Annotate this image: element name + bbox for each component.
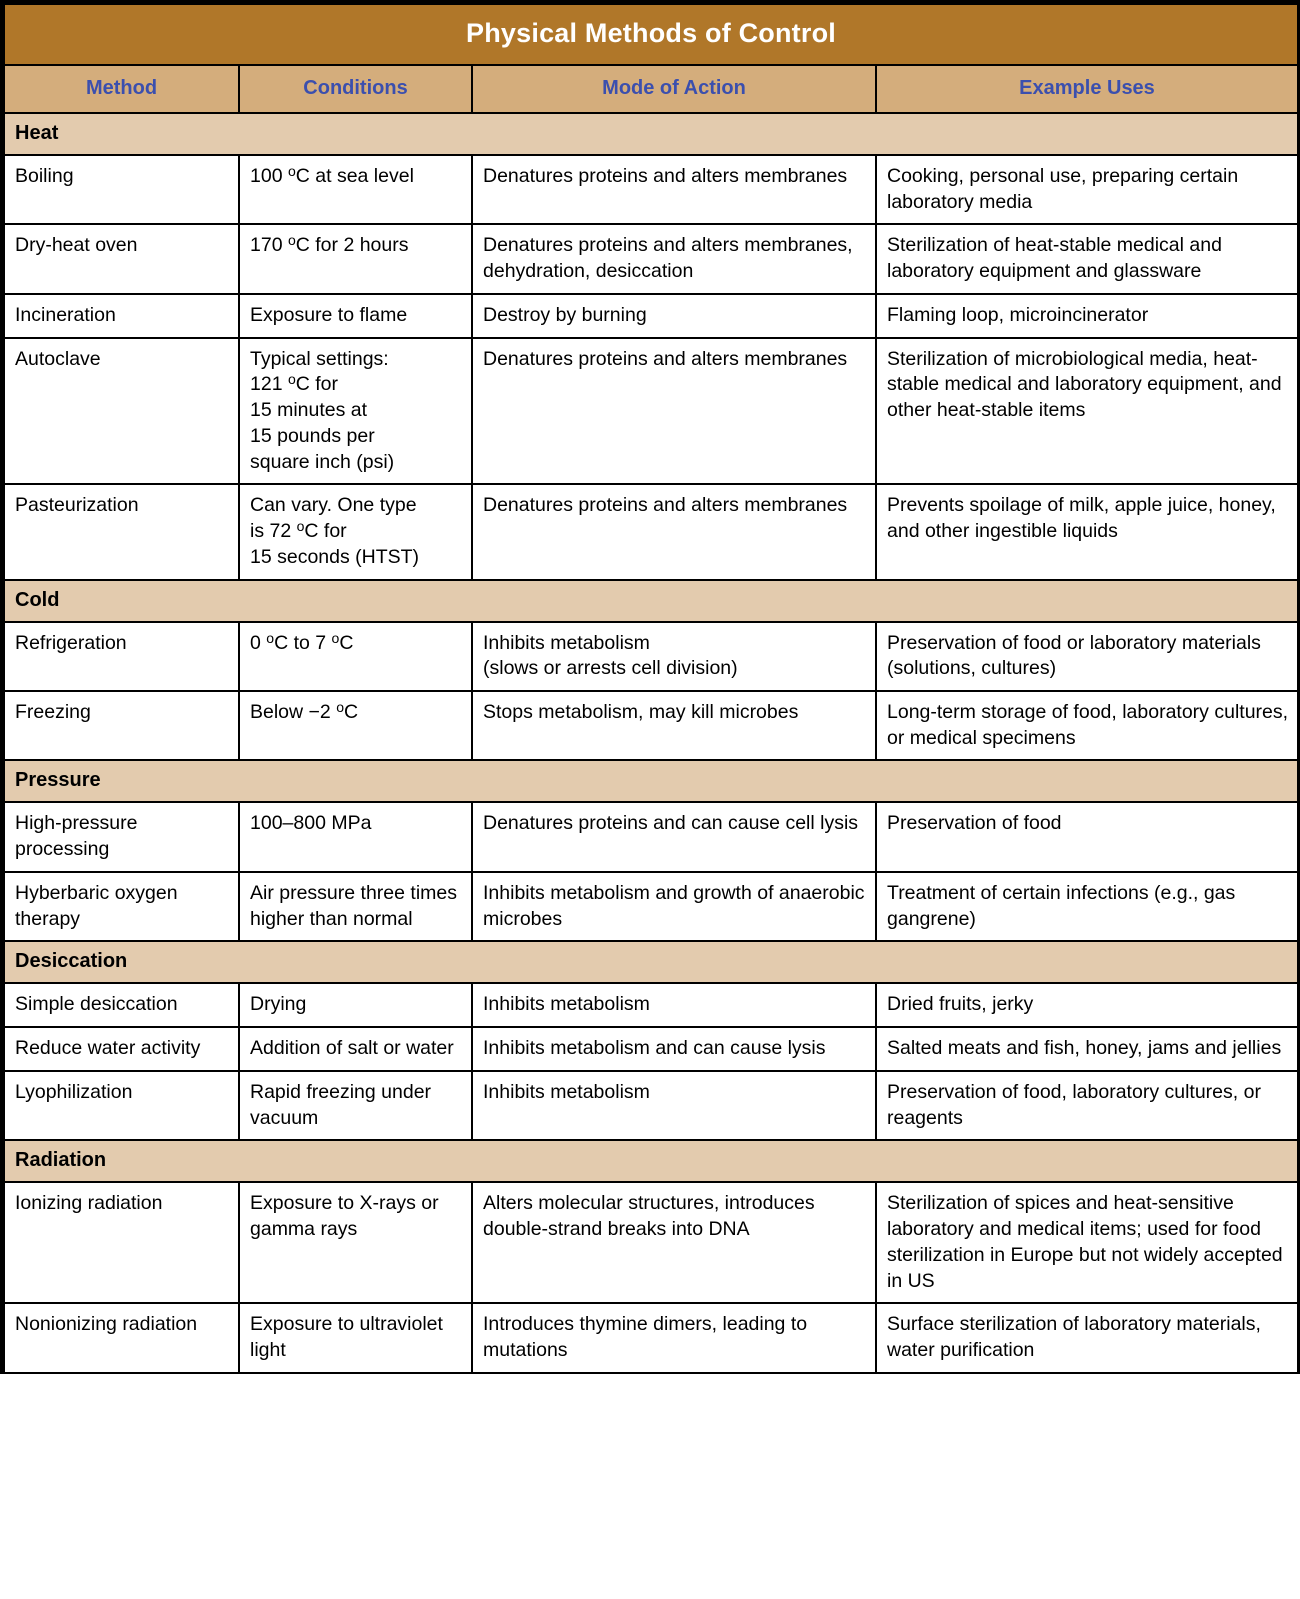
cell-conditions: 170 $^o$C for 2 hours (239, 224, 472, 293)
table-title: Physical Methods of Control (4, 4, 1298, 65)
section-label: Cold (4, 580, 1298, 622)
cell-method: Simple desiccation (4, 983, 239, 1027)
section-label: Desiccation (4, 941, 1298, 983)
cell-conditions: Rapid freezing under vacuum (239, 1071, 472, 1140)
degree-symbol: o (296, 518, 305, 535)
cell-method: Incineration (4, 294, 239, 338)
degree-symbol: o (331, 629, 340, 646)
section-header-row (4, 113, 1298, 155)
cell-mode: Denatures proteins and alters membranes (472, 338, 876, 485)
cell-conditions: Exposure to X-rays or gamma rays (239, 1182, 472, 1303)
cell-mode: Inhibits metabolism and growth of anaerobic microbes (472, 872, 876, 941)
cell-mode: Denatures proteins and alters membranes (472, 155, 876, 224)
cell-uses: Preservation of food (876, 802, 1298, 871)
cell-mode: Inhibits metabolism (slows or arrests cell division) (472, 622, 876, 691)
cell-conditions: 100 $^o$C at sea level (239, 155, 472, 224)
table-title-row (4, 4, 1298, 65)
degree-symbol: o (287, 371, 296, 388)
cell-method: Reduce water activity (4, 1027, 239, 1071)
table-row (4, 983, 1298, 1027)
cell-method: Nonionizing radiation (4, 1303, 239, 1372)
cell-uses: Prevents spoilage of milk, apple juice, honey, and other ingestible liquids (876, 484, 1298, 579)
cell-uses: Salted meats and fish, honey, jams and jellies (876, 1027, 1298, 1071)
cell-mode: Denatures proteins and alters membranes, dehydration, desiccation (472, 224, 876, 293)
cell-conditions: Addition of salt or water (239, 1027, 472, 1071)
section-header-row (4, 580, 1298, 622)
cell-conditions: 100–800 MPa (239, 802, 472, 871)
table-body (4, 113, 1298, 1373)
section-label: Heat (4, 113, 1298, 155)
cell-method: Freezing (4, 691, 239, 760)
cell-conditions: Exposure to flame (239, 294, 472, 338)
cell-uses: Sterilization of spices and heat-sensitive laboratory and medical items; used for food sterilization in Europe but not widely accepted in US (876, 1182, 1298, 1303)
degree-symbol: o (287, 163, 296, 180)
cell-uses: Cooking, personal use, preparing certain laboratory media (876, 155, 1298, 224)
table-row (4, 294, 1298, 338)
cell-mode: Inhibits metabolism (472, 983, 876, 1027)
cell-conditions: Exposure to ultraviolet light (239, 1303, 472, 1372)
cell-method: High-pressure processing (4, 802, 239, 871)
cell-method: Hyberbaric oxygen therapy (4, 872, 239, 941)
section-header-row (4, 760, 1298, 802)
cell-method: Ionizing radiation (4, 1182, 239, 1303)
cell-uses: Flaming loop, microincinerator (876, 294, 1298, 338)
table-row (4, 872, 1298, 941)
section-header-row (4, 941, 1298, 983)
table-row (4, 1071, 1298, 1140)
cell-uses: Dried fruits, jerky (876, 983, 1298, 1027)
table-row (4, 155, 1298, 224)
section-label: Radiation (4, 1140, 1298, 1182)
column-header-conditions: Conditions (239, 65, 472, 113)
table-row (4, 1027, 1298, 1071)
cell-conditions: Can vary. One type is 72 $^o$C for 15 seconds (HTST) (239, 484, 472, 579)
cell-conditions: Drying (239, 983, 472, 1027)
table-row (4, 338, 1298, 485)
cell-conditions: Typical settings: 121 $^o$C for 15 minutes at 15 pounds per square inch (psi) (239, 338, 472, 485)
table-row (4, 622, 1298, 691)
table-row (4, 1182, 1298, 1303)
cell-uses: Long-term storage of food, laboratory cultures, or medical specimens (876, 691, 1298, 760)
physical-methods-of-control-table (3, 3, 1299, 1374)
section-label: Pressure (4, 760, 1298, 802)
cell-conditions: Air pressure three times higher than normal (239, 872, 472, 941)
table-head (4, 4, 1298, 113)
cell-uses: Surface sterilization of laboratory materials, water purification (876, 1303, 1298, 1372)
cell-mode: Introduces thymine dimers, leading to mutations (472, 1303, 876, 1372)
column-header-example-uses: Example Uses (876, 65, 1298, 113)
table-row (4, 1303, 1298, 1372)
cell-mode: Destroy by burning (472, 294, 876, 338)
cell-uses: Preservation of food or laboratory materials (solutions, cultures) (876, 622, 1298, 691)
degree-symbol: o (336, 699, 344, 716)
cell-mode: Alters molecular structures, introduces double-strand breaks into DNA (472, 1182, 876, 1303)
table-row (4, 802, 1298, 871)
table-row (4, 484, 1298, 579)
cell-method: Refrigeration (4, 622, 239, 691)
cell-uses: Sterilization of microbiological media, heat-stable medical and laboratory equipment, and other heat-stable items (876, 338, 1298, 485)
column-header-row (4, 65, 1298, 113)
cell-method: Autoclave (4, 338, 239, 485)
table-row (4, 691, 1298, 760)
cell-mode: Denatures proteins and alters membranes (472, 484, 876, 579)
cell-mode: Inhibits metabolism (472, 1071, 876, 1140)
cell-uses: Sterilization of heat-stable medical and laboratory equipment and glassware (876, 224, 1298, 293)
degree-symbol: o (266, 629, 275, 646)
column-header-method: Method (4, 65, 239, 113)
cell-mode: Stops metabolism, may kill microbes (472, 691, 876, 760)
cell-method: Boiling (4, 155, 239, 224)
cell-method: Dry-heat oven (4, 224, 239, 293)
table-row (4, 224, 1298, 293)
degree-symbol: o (287, 232, 296, 249)
cell-mode: Denatures proteins and can cause cell lysis (472, 802, 876, 871)
cell-method: Pasteurization (4, 484, 239, 579)
section-header-row (4, 1140, 1298, 1182)
cell-conditions: 0 $^o$C to 7 $^o$C (239, 622, 472, 691)
cell-mode: Inhibits metabolism and can cause lysis (472, 1027, 876, 1071)
cell-method: Lyophilization (4, 1071, 239, 1140)
cell-conditions: Below −2 $^o$C (239, 691, 472, 760)
column-header-mode-of-action: Mode of Action (472, 65, 876, 113)
cell-uses: Treatment of certain infections (e.g., gas gangrene) (876, 872, 1298, 941)
cell-uses: Preservation of food, laboratory cultures, or reagents (876, 1071, 1298, 1140)
